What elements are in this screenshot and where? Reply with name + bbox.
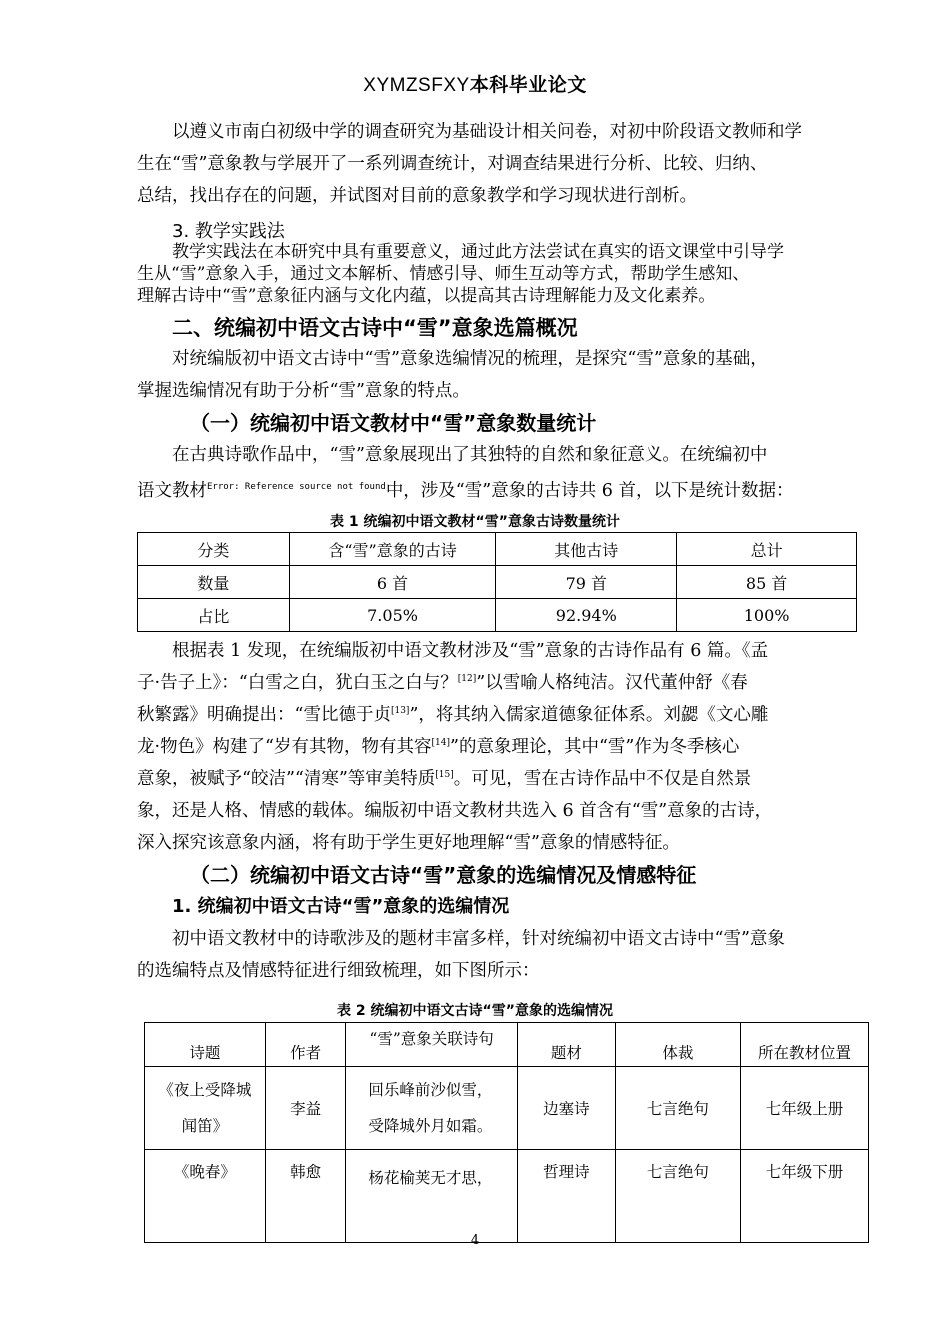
table1-caption: 表 1 统编初中语文教材“雪”意象古诗数量统计 [330, 514, 620, 530]
citation-15: [15] [435, 770, 454, 780]
analysis-text: ”的意象理论，其中“雪”作为冬季核心 [450, 737, 740, 757]
table2-cell-title: 《晚春》 [145, 1150, 266, 1243]
sub2-line-1: 初中语文教材中的诗歌涉及的题材丰富多样，针对统编初中语文古诗中“雪”意象 [172, 929, 785, 949]
table2-header-cell: 诗题 [145, 1023, 266, 1067]
analysis-text: 意象，被赋予“皎洁”“清寒”等审美特质 [137, 769, 436, 789]
table2-cell-location: 七年级上册 [740, 1067, 868, 1150]
table1-cell: 6 首 [289, 566, 496, 599]
section2-line-1: 对统编版初中语文古诗中“雪”意象选编情况的梳理，是探究“雪”意象的基础， [172, 349, 768, 369]
table1-cell: 占比 [138, 599, 290, 632]
table2-cell-form: 七言绝句 [615, 1150, 740, 1243]
analysis-line-2 [137, 669, 748, 698]
poem-title-line: 闻笛》 [181, 1117, 229, 1135]
sub2-heading: （二）统编初中语文古诗“雪”意象的选编情况及情感特征 [190, 863, 697, 887]
citation-12: [12] [457, 674, 477, 684]
table-row [145, 1067, 869, 1150]
analysis-line-3 [137, 701, 768, 730]
table2-cell-location: 七年级下册 [740, 1150, 868, 1243]
table1-header-cell: 含“雪”意象的古诗 [289, 533, 496, 566]
table2-header-cell: 作者 [265, 1023, 346, 1067]
sub1-line-2-post: 中，涉及“雪”意象的古诗共 6 首，以下是统计数据： [385, 481, 794, 501]
sub1-line-2 [137, 473, 793, 506]
analysis-text: ”以雪喻人格纯洁。汉代董仲舒《春 [476, 673, 748, 693]
table1-header-cell: 分类 [138, 533, 290, 566]
analysis-text: 龙·物色》构建了“岁有其物，物有其容 [137, 737, 432, 757]
table1-cell: 92.94% [496, 599, 677, 632]
table-row [145, 1150, 869, 1243]
table2-header-cell: “雪”意象关联诗句 [346, 1023, 517, 1067]
sub1-line-2-pre: 语文教材 [137, 481, 207, 501]
intro-line-2: 生在“雪”意象教与学展开了一系列调查统计，对调查结果进行分析、比较、归纳、 [137, 154, 768, 174]
table2-cell-author: 李益 [265, 1067, 346, 1150]
table1-cell: 数量 [138, 566, 290, 599]
table1-header-cell: 其他古诗 [496, 533, 677, 566]
verse-line: 受降城外月如霜。 [368, 1117, 493, 1135]
sub1-line-1: 在古典诗歌作品中，“雪”意象展现出了其独特的自然和象征意义。在统编初中 [172, 445, 768, 465]
table1 [137, 532, 857, 632]
table1-header-cell: 总计 [677, 533, 857, 566]
sub2-line-2: 的选编特点及情感特征进行细致梳理，如下图所示： [137, 961, 540, 981]
analysis-text: 。可见，雪在古诗作品中不仅是自然景 [453, 769, 752, 789]
table1-cell: 79 首 [496, 566, 677, 599]
section2-heading: 二、统编初中语文古诗中“雪”意象选篇概况 [172, 316, 578, 340]
table1-cell: 85 首 [677, 566, 857, 599]
page-number: 4 [470, 1233, 480, 1248]
section2-line-2: 掌握选编情况有助于分析“雪”意象的特点。 [137, 381, 470, 401]
table2-header-cell: 所在教材位置 [740, 1023, 868, 1067]
table2-cell-theme: 边塞诗 [517, 1067, 615, 1150]
table2-cell-verse: 杨花榆荚无才思， [346, 1150, 517, 1243]
analysis-line-5 [137, 765, 751, 794]
header-latin: XYMZSFXY [363, 75, 470, 96]
table1-cell: 100% [677, 599, 857, 632]
table2-cell-title [145, 1067, 266, 1150]
citation-13: [13] [390, 706, 410, 716]
table2-caption: 表 2 统编初中语文古诗“雪”意象的选编情况 [337, 1003, 613, 1019]
page-header [0, 70, 950, 97]
method3-line-3: 理解古诗中“雪”意象征内涵与文化内蕴，以提高其古诗理解能力及文化素养。 [137, 286, 716, 306]
table2-cell-author: 韩愈 [265, 1150, 346, 1243]
analysis-text: 子·告子上》：“白雪之白，犹白玉之白与？ [137, 673, 458, 693]
reference-error: Error: Reference source not found [207, 482, 386, 492]
analysis-line-1: 根据表 1 发现，在统编版初中语文教材涉及“雪”意象的古诗作品有 6 篇。《孟 [172, 641, 769, 661]
table2-header-cell: 题材 [517, 1023, 615, 1067]
method3-heading: 3. 教学实践法 [172, 221, 285, 242]
sub1-heading: （一）统编初中语文教材中“雪”意象数量统计 [190, 411, 597, 435]
table2-cell-form: 七言绝句 [615, 1067, 740, 1150]
method3-line-2: 生从“雪”意象入手，通过文本解析、情感引导、师生互动等方式，帮助学生感知、 [137, 264, 750, 284]
analysis-text: ”，将其纳入儒家道德象征体系。刘勰《文心雕 [409, 705, 769, 725]
method3-line-1: 教学实践法在本研究中具有重要意义，通过此方法尝试在真实的语文课堂中引导学 [172, 242, 784, 262]
analysis-line-6: 象，还是人格、情感的载体。编版初中语文教材共选入 6 首含有“雪”意象的古诗， [137, 801, 773, 821]
header-title: 本科毕业论文 [469, 74, 587, 96]
analysis-line-7: 深入探究该意象内涵，将有助于学生更好地理解“雪”意象的情感特征。 [137, 833, 680, 853]
analysis-text: 秋繁露》明确提出：“雪比德于贞 [137, 705, 391, 725]
table-row [138, 599, 857, 632]
poem-title-line: 《夜上受降城 [158, 1081, 252, 1099]
table2-header-row [145, 1023, 869, 1067]
intro-line-3: 总结，找出存在的问题，并试图对目前的意象教学和学习现状进行剖析。 [137, 186, 697, 206]
citation-14: [14] [431, 738, 450, 748]
verse-line: 回乐峰前沙似雪， [368, 1081, 493, 1099]
table1-header-row [138, 533, 857, 566]
sub2-subheading: 1. 统编初中语文古诗“雪”意象的选编情况 [172, 896, 510, 917]
table-row [138, 566, 857, 599]
table1-cell: 7.05% [289, 599, 496, 632]
analysis-line-4 [137, 733, 739, 762]
table2 [144, 1022, 869, 1243]
table2-cell-theme: 哲理诗 [517, 1150, 615, 1243]
table2-header-cell: 体裁 [615, 1023, 740, 1067]
intro-line-1: 以遵义市南白初级中学的调查研究为基础设计相关问卷，对初中阶段语文教师和学 [172, 122, 802, 142]
table2-cell-verse [346, 1067, 517, 1150]
